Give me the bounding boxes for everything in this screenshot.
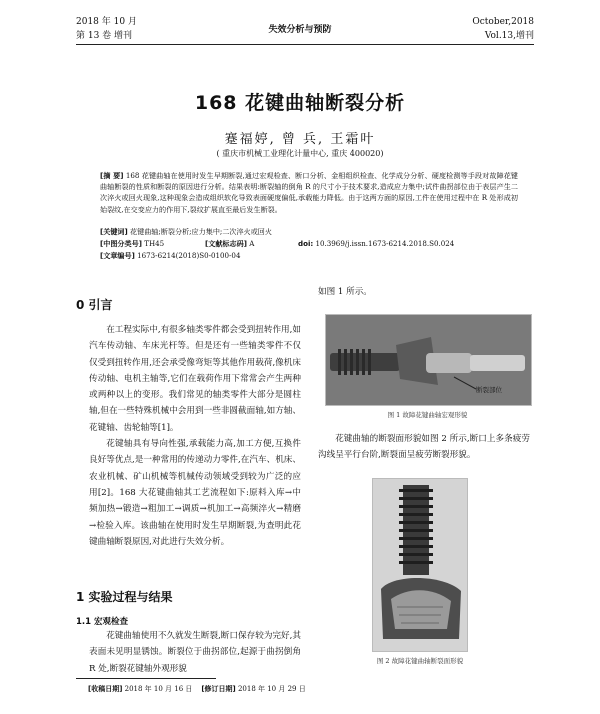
fracture-text (318, 431, 530, 464)
page-title: 168 花键曲轴断裂分析 (194, 92, 406, 114)
revised-date: 2018 年 10 月 29 日 (237, 685, 306, 693)
keywords-label: [关键词] (100, 227, 128, 236)
figure-1-photo (325, 314, 532, 406)
keywords (100, 226, 272, 237)
intro-paragraph-1: 在工程实际中,有很多轴类零件都会受到扭转作用,如汽车传动轴、车床光杆等。但是还有一些轴类零件不仅仅受到扭转作用,还会承受像弯矩等其他作用载荷,像机床传动轴、电机主轴等,它们在载荷作用下常常会产生两种或两种以上的变形。我们常见的轴类零件大部分是圆柱轴,但在一些特殊机械中会用到一些非圆截面轴,如方轴、花键轴、齿轮轴等[1]。 (89, 325, 301, 433)
figure-2-photo (372, 478, 468, 652)
clc (100, 238, 164, 249)
doc-code-label: [文献标志码] (205, 239, 247, 248)
doc-code (205, 238, 254, 249)
received-date: 2018 年 10 月 16 日 (124, 685, 193, 693)
figure-1-label: 断裂部位 (476, 386, 502, 394)
revised-label: [修订日期] (201, 685, 236, 693)
header-rule (76, 44, 534, 45)
footer-dates (88, 684, 306, 694)
clc-label: [中图分类号] (100, 239, 142, 248)
figure-1-caption: 图 1 故障花键曲轴宏观形貌 (387, 411, 468, 419)
fracture-paragraph: 花键曲轴的断裂面形貌如图 2 所示,断口上多条疲劳沟线呈平行台阶,断裂面呈疲劳断裂形貌。 (318, 434, 530, 461)
intro-paragraph-2: 花键轴具有导向性强,承载能力高,加工方便,互换件良好等优点,是一种常用的传递动力零件,在汽车、机床、农业机械、矿山机械等机械传动领域受到较为广泛的应用[2]。168 大花键曲轴其工艺流程如下:原料入库→中频加热→锻造→粗加工→调质→机加工→高频淬火→精磨→检验入库。该曲轴在使用时发生早期断裂,为查明此花键曲轴断裂原因,对此进行失效分析。 (89, 439, 301, 547)
footer-rule (76, 678, 216, 679)
clc-value: TH45 (144, 239, 165, 248)
article-number-value: 1673-6214(2018)S0-0100-04 (137, 251, 241, 260)
section-1-heading: 1 实验过程与结果 (76, 590, 173, 604)
journal-name: 失效分析与预防 (268, 25, 332, 35)
doi-value: 10.3969/j.issn.1673-6214.2018.S0.024 (315, 239, 455, 248)
section-0-heading: 0 引言 (76, 298, 113, 312)
header-date-en: October,2018 (472, 17, 534, 27)
header-volume: 第 13 卷 增刊 (76, 31, 133, 41)
abstract-text: 168 花键曲轴在使用时发生早期断裂,通过宏观检查、断口分析、金相组织检查、化学成分分析、硬度检测等手段对故障花键曲轴断裂的性质和断裂的原因进行分析。结果表明:断裂轴的倒角 R 的尺寸小于技术要求,造成应力集中;试件曲拐部位由于表层产生二次淬火或回火现象,这种现象会造成组织软化导致表面硬度偏低,承载能力降低。由于这两方面的原因,工件在使用过程中在 R 处形成初始裂纹,在交变应力的作用下,裂纹扩展直至最后发生断裂。 (100, 171, 518, 214)
article-number (100, 250, 240, 261)
affiliation: ( 重庆市机械工业理化计量中心, 重庆 400020) (216, 149, 384, 158)
abstract-label: [摘 要] (100, 171, 124, 180)
article-number-label: [文章编号] (100, 251, 135, 260)
received-label: [收稿日期] (88, 685, 123, 693)
authors: 蹇福婷, 曾 兵, 王霜叶 (224, 132, 376, 147)
macro-text (89, 628, 301, 677)
doi-label: doi: (298, 239, 314, 248)
section-1-1-heading: 1.1 宏观检查 (76, 617, 129, 627)
doc-code-value: A (249, 239, 255, 248)
figure-2-caption: 图 2 故障花键曲轴断裂面形貌 (376, 657, 464, 665)
header-date: 2018 年 10 月 (76, 17, 137, 27)
header-volume-en: Vol.13,增刊 (484, 31, 534, 41)
doi (298, 238, 454, 249)
abstract (100, 170, 518, 215)
figure-reference: 如图 1 所示。 (318, 287, 372, 297)
macro-paragraph: 花键曲轴使用不久就发生断裂,断口保存较为完好,其表面未见明显锈蚀。断裂位于曲拐部位,起源于曲拐倒角 R 处,断裂花键轴外观形貌 (89, 631, 301, 674)
keywords-text: 花键曲轴;断裂分析;应力集中;二次淬火或回火 (130, 227, 272, 236)
intro-text (89, 322, 301, 550)
fracture-surface-image (373, 479, 467, 651)
